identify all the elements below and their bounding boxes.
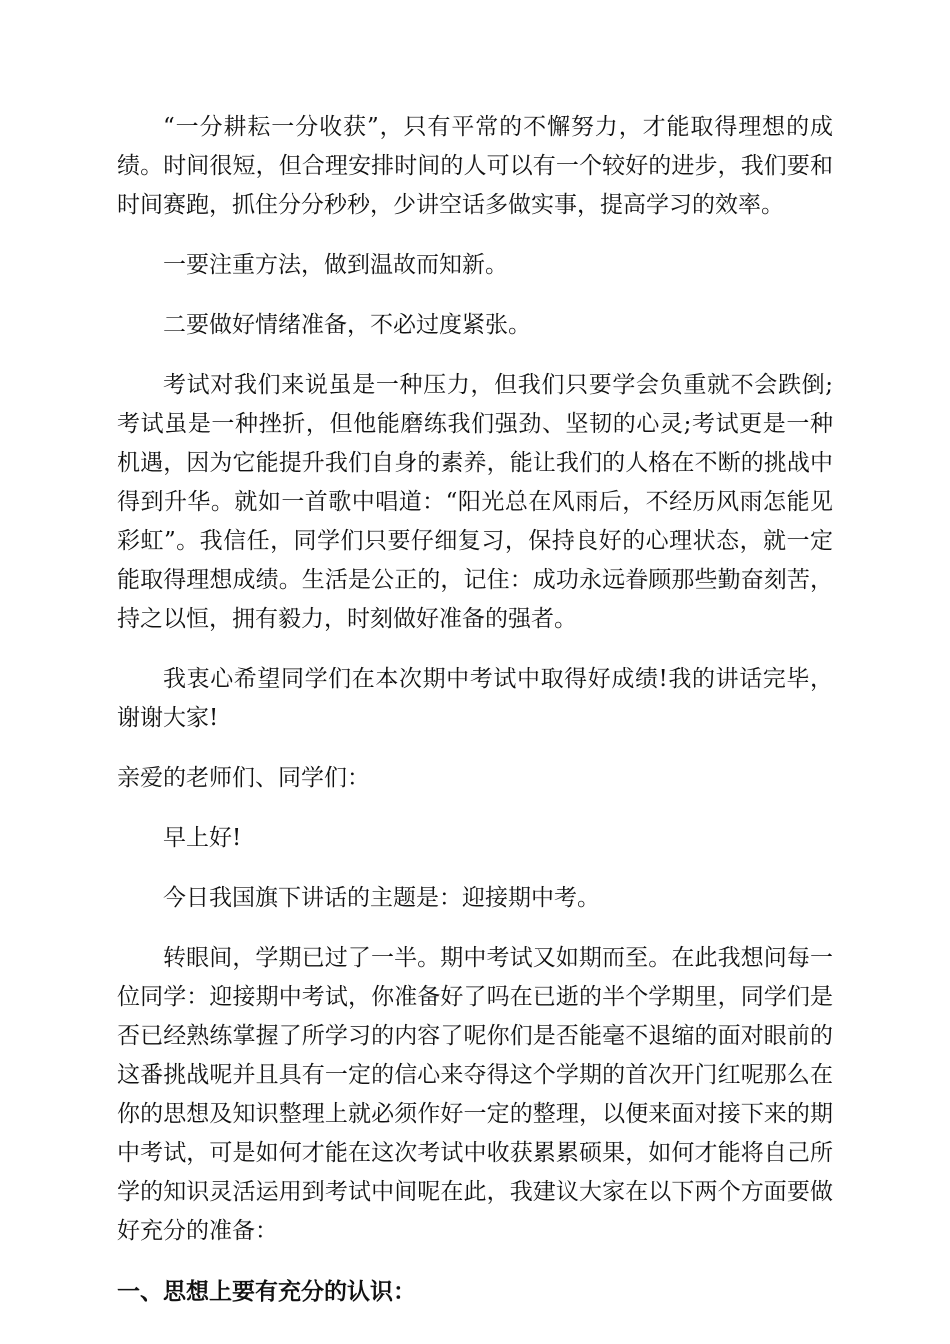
section-heading-1: 一、思想上要有充分的认识：: [117, 1278, 416, 1305]
paragraph-salutation: 亲爱的老师们、同学们：: [117, 765, 370, 791]
paragraph-emotion: 二要做好情绪准备，不必过度紧张。: [163, 312, 531, 338]
paragraph-closing: 我衷心希望同学们在本次期中考试中取得好成绩!我的讲话完毕，谢谢大家!: [117, 666, 833, 731]
paragraph-theme: 今日我国旗下讲话的主题是：迎接期中考。: [163, 885, 600, 911]
paragraph-greeting: 早上好!: [163, 825, 242, 851]
paragraph-method: 一要注重方法，做到温故而知新。: [163, 252, 508, 278]
paragraph-exam-pressure: 考试对我们来说虽是一种压力，但我们只要学会负重就不会跌倒;考试虽是一种挫折，但他能磨练我们强劲、坚韧的心灵;考试更是一种机遇，因为它能提升我们自身的素养，能让我们的人格在不断的挑战中得到升华。就如一首歌中唱道：“阳光总在风雨后，不经历风雨怎能见彩虹”。我信任，同学们只要仔细复习，保持良好的心理状态，就一定能取得理想成绩。生活是公正的，记住：成功永远眷顾那些勤奋刻苦，持之以恒，拥有毅力，时刻做好准备的强者。: [117, 372, 833, 632]
paragraph-midterm: 转眼间，学期已过了一半。期中考试又如期而至。在此我想问每一位同学：迎接期中考试，你准备好了吗在已逝的半个学期里，同学们是否已经熟练掌握了所学习的内容了呢你们是否能毫不退缩的面对眼前的这番挑战呢并且具有一定的信心来夺得这个学期的首次开门红呢那么在你的思想及知识整理上就必须作好一定的整理，以便来面对接下来的期中考试，可是如何才能在这次考试中收获累累硕果，如何才能将自己所学的知识灵活运用到考试中间呢在此，我建议大家在以下两个方面要做好充分的准备：: [117, 945, 833, 1244]
document-page: [117, 108, 833, 1311]
paragraph-effort: “一分耕耘一分收获”，只有平常的不懈努力，才能取得理想的成绩。时间很短，但合理安排时间的人可以有一个较好的进步，我们要和时间赛跑，抓住分分秒秒，少讲空话多做实事，提高学习的效率。: [117, 114, 833, 218]
